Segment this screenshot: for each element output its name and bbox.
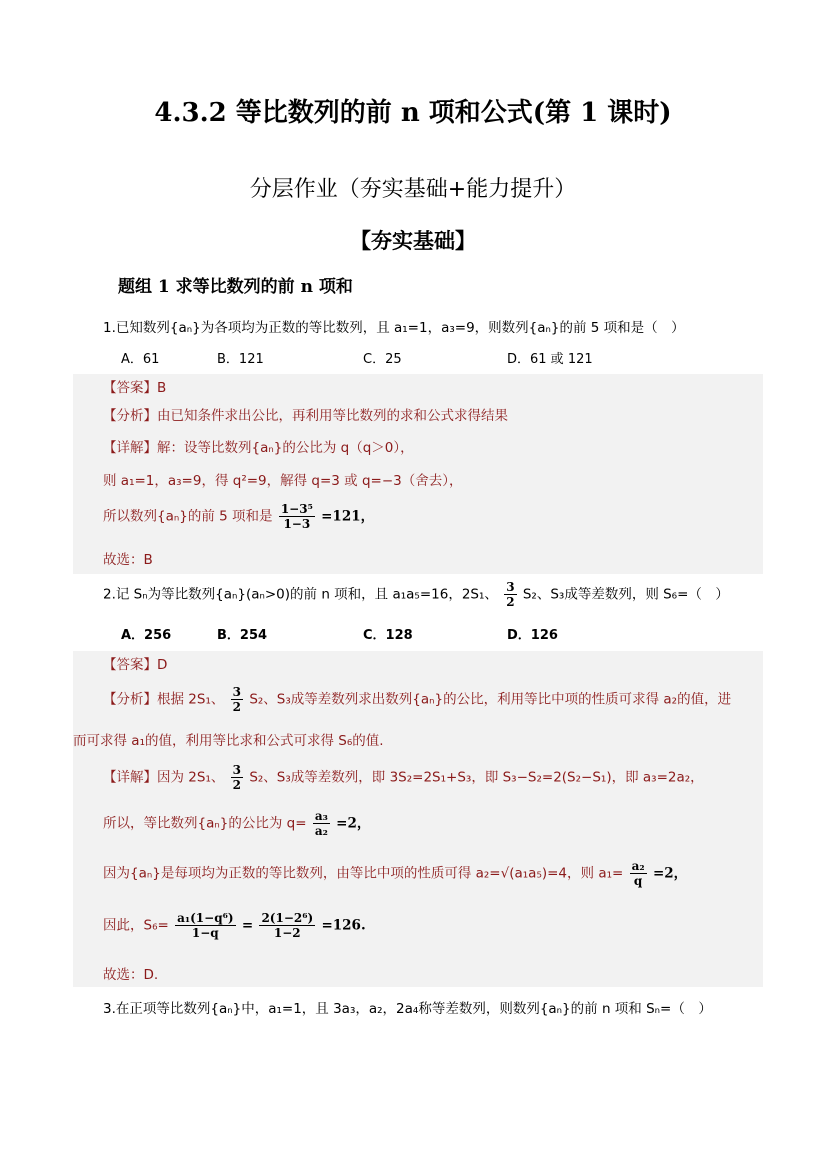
question-1-options [121,348,721,366]
sum-fraction: $\frac{\text{1−3⁵}}{1-3}$ [280,502,313,531]
page-title: 4.3.2 等比数列的前 n 项和公式(第 1 课时) [154,98,672,128]
analysis-line-2: 而可求得 a₁的值，利用等比求和公式可求得 S₆的值. [73,733,384,749]
question-1-stem: 1.已知数列{aₙ}为各项均为正数的等比数列，且 a₁=1，a₃=9，则数列{aₙ}的前 5 项和是（ ） [103,320,685,336]
section-heading: 【夯实基础】 [350,229,476,253]
detail-line-4: 因此，S₆= $\frac{\text{a₁(1−q⁶)}}{1-q}$ = $\frac{\text{2(1−2⁶)}}{1-2}$ =126. [103,911,366,940]
detail-line-5: 故选：D. [103,967,159,983]
question-1-answer-box [73,374,763,574]
a1-fraction: $\frac{\text{a₂}}{q}$ [631,859,645,888]
option-d: D．61 或 121 [507,352,593,367]
three-halves-fraction: $\frac{3}{2}$ [232,685,242,714]
answer-label: 【答案】D [103,657,168,673]
detail-line-1: 【详解】因为 2S₁、 $\frac{3}{2}$ S₂、S₃成等差数列，即 3S₂=2S₁+S₃，即 S₃−S₂=2(S₂−S₁)，即 a₃=2a₂， [103,763,704,792]
sum-value-fraction: $\frac{\text{2(1−2⁶)}}{1-2}$ [261,911,314,940]
group-heading: 题组 1 求等比数列的前 n 项和 [118,277,353,297]
analysis-text: 【分析】由已知条件求出公比，再利用等比数列的求和公式求得结果 [103,408,508,424]
question-2-answer-box [73,651,763,987]
three-halves-fraction: $\frac{3}{2}$ [232,763,242,792]
question-2-options [121,624,721,642]
three-halves-fraction: $\frac{3}{2}$ [506,580,515,609]
detail-line-2: 则 a₁=1，a₃=9，得 q²=9，解得 q=3 或 q=−3（舍去）， [103,473,463,489]
option-c: C．128 [363,628,413,643]
page-subtitle: 分层作业（夯实基础+能力提升） [249,177,577,202]
option-b: B．254 [217,628,268,643]
question-2-stem: 2.记 Sₙ为等比数列{aₙ}(aₙ>0)的前 n 项和，且 a₁a₅=16，2S₁、 $\frac{3}{2}$ S₂、S₃成等差数列，则 S₆=（ ） [103,580,729,609]
ratio-fraction: $\frac{\text{a₃}}{\text{a₂}}$ [314,809,328,838]
sum-formula-fraction: $\frac{\text{a₁(1−q⁶)}}{1-q}$ [177,911,234,940]
option-d: D．126 [507,628,558,643]
detail-line-1: 【详解】解：设等比数列{aₙ}的公比为 q（q＞0）， [103,440,414,456]
analysis-line-1: 【分析】根据 2S₁、 $\frac{3}{2}$ S₂、S₃成等差数列求出数列{aₙ}的公比，利用等比中项的性质可求得 a₂的值，进 [103,685,732,714]
option-a: A．256 [121,628,172,643]
detail-line-3: 所以数列{aₙ}的前 5 项和是 $\frac{\text{1−3⁵}}{1-3}$ =121， [103,502,375,531]
question-3-stem: 3.在正项等比数列{aₙ}中，a₁=1，且 3a₃，a₂，2a₄称等差数列，则数列{aₙ}的前 n 项和 Sₙ=（ ） [103,1001,712,1017]
detail-line-4: 故选：B [103,552,153,568]
option-a: A．61 [121,352,160,367]
answer-label: 【答案】B [103,380,167,396]
option-c: C．25 [363,352,402,367]
option-b: B．121 [217,352,264,367]
detail-line-3: 因为{aₙ}是每项均为正数的等比数列，由等比中项的性质可得 a₂=√(a₁a₅)=4，则 a₁= $\frac{\text{a₂}}{q}$ =2， [103,859,688,888]
detail-line-2: 所以，等比数列{aₙ}的公比为 q= $\frac{\text{a₃}}{\text{a₂}}$ =2， [103,809,371,838]
